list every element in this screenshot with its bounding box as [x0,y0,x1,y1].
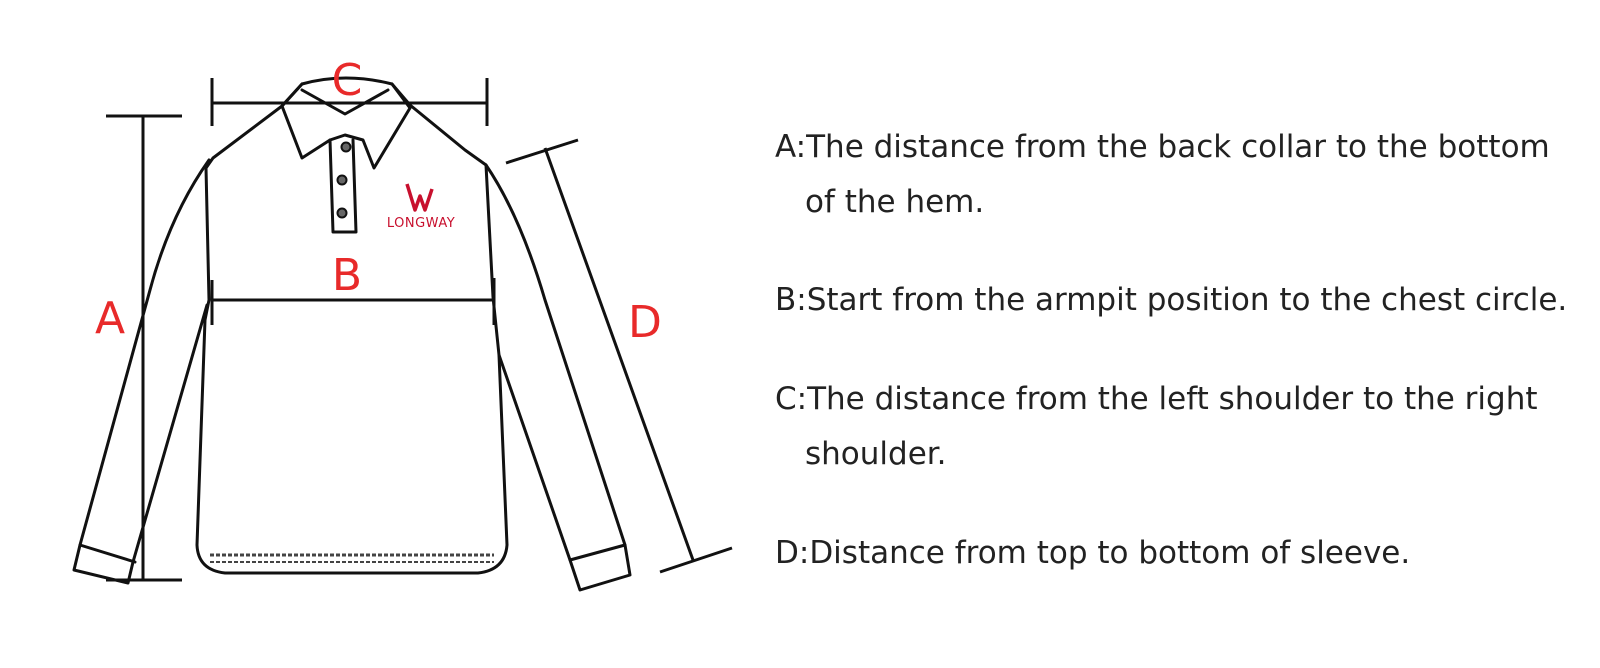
shirt-measurement-diagram [0,0,760,668]
brand-logo [387,184,455,231]
definition-d-line1: D:Distance from top to bottom of sleeve. [775,535,1411,571]
button-3 [338,209,347,218]
button-2 [338,176,347,185]
definition-a-line2: of the hem. [805,184,985,220]
measure-d-label: D [628,297,662,348]
definition-a [775,120,1550,230]
definition-c [775,372,1538,482]
measure-d-line [545,148,693,560]
measure-c-label: C [331,55,363,106]
brand-logo-mark-icon [407,184,432,210]
left-cuff [80,545,135,562]
brand-logo-text: LONGWAY [386,216,456,231]
measure-a-label: A [94,293,126,344]
shirt-outline [197,84,507,573]
definition-d [775,526,1410,581]
definition-c-line2: shoulder. [805,436,947,472]
button-1 [342,143,351,152]
definition-b [775,273,1567,328]
definition-a-line1: A:The distance from the back collar to the bottom [775,129,1550,165]
measure-b-label: B [331,250,363,301]
definition-c-line1: C:The distance from the left shoulder to the right [775,381,1538,417]
definition-b-line1: B:Start from the armpit position to the chest circle. [775,282,1568,318]
right-cuff [570,545,625,560]
